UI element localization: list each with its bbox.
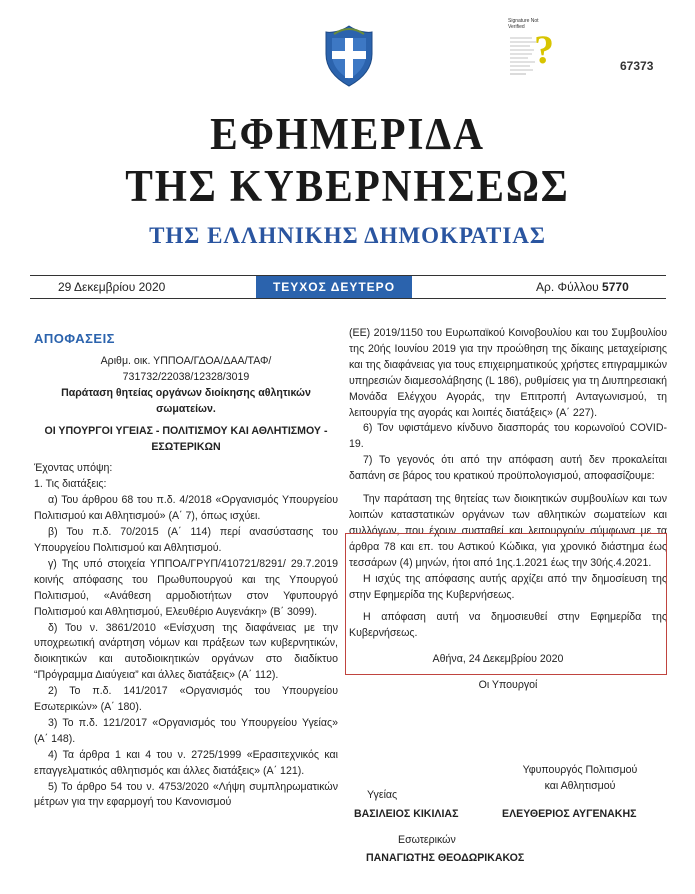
masthead-title-line2: ΤΗΣ ΚΥΒΕΡΝΗΣΕΩΣ — [125, 161, 570, 211]
sheet-number — [536, 280, 629, 294]
question-mark-icon: ? — [534, 27, 554, 72]
signature-role-culture-line1: Υφυπουργός Πολιτισμού — [522, 764, 638, 776]
reference-line-1: Αριθμ. οικ. ΥΠΠΟΑ/ΓΔΟΑ/ΔΑΑ/ΤΑΦ/ — [100, 355, 272, 367]
signature-scribble-icon — [508, 34, 538, 80]
left-column — [34, 331, 338, 811]
list-item: γ) Της υπό στοιχεία ΥΠΠΟΑ/ΓΡΥΠ/410721/8291/ 29.7.2019 κοινής απόφασης του Πρωθυπουργού και της Υπουργού Πολιτισμού, «Ανάθεση αρμοδιοτήτων στον Υφυπουργό Πολιτισμού και Αθλητισμού, Ελευθέριο Αυγενάκη» (Β΄ 3099). — [34, 557, 338, 618]
sheet-value: 5770 — [602, 280, 629, 294]
list-item: 3) Το π.δ. 121/2017 «Οργανισμός του Υπουργείου Υγείας» (Α΄ 148). — [34, 716, 338, 745]
place-date: Αθήνα, 24 Δεκεμβρίου 2020 — [432, 653, 564, 666]
document-number: 67373 — [620, 59, 654, 73]
ministers-heading: ΟΙ ΥΠΟΥΡΓΟΙ ΥΓΕΙΑΣ - ΠΟΛΙΤΙΣΜΟΥ ΚΑΙ ΑΘΛΗΤΙΣΜΟΥ - ΕΣΩΤΕΡΙΚΩΝ — [44, 424, 328, 453]
extension-paragraph: Την παράταση της θητείας των διοικητικών συμβουλίων και των λοιπών καταστατικών οργάνων των αθλητικών σωματείων και συλλόγων, που έχουν συσταθεί και λειτουργούν σύμφωνα με τα άρθρα 78 και επ. του Αστικού Κώδικα, για χρονικό διάστημα έως τεσσάρων (4) μηνών, ήτοι από 1ης.1.2021 έως την 30ής.4.2021. — [349, 493, 667, 569]
masthead-title-line1: ΕΦΗΜΕΡΙΔΑ — [210, 109, 485, 159]
signature-name-interior: ΠΑΝΑΓΙΩΤΗΣ ΘΕΟΔΩΡΙΚΑΚΟΣ — [366, 852, 525, 864]
considering-line: Έχοντας υπόψη: — [34, 462, 113, 475]
list-item: 5) Το άρθρο 54 του ν. 4753/2020 «Λήψη συμπληρωματικών μέτρων για την εφαρμογή του Κανονισμού — [34, 780, 338, 809]
signature-status-line1: Signature Not — [508, 18, 539, 24]
list-item: 7) Το γεγονός ότι από την απόφαση αυτή δεν προκαλείται δαπάνη σε βάρος του κρατικού προϋπολογισμού, αποφασίζουμε: — [349, 454, 667, 483]
signature-role-interior: Εσωτερικών — [398, 834, 456, 846]
list-item: 4) Τα άρθρα 1 και 4 του ν. 2725/1999 «Ερασιτεχνικός και επαγγελματικός αθλητισμός και άλλες διατάξεις» (Α΄ 121). — [34, 748, 338, 777]
issue-label: ΤΕΥΧΟΣ ΔΕΥΤΕΡΟ — [256, 276, 412, 298]
provisions-intro: 1. Τις διατάξεις: — [34, 478, 107, 491]
greek-coat-of-arms-icon — [320, 24, 378, 88]
signature-status-line2: Verified — [508, 24, 525, 30]
continuation-text: (ΕΕ) 2019/1150 του Ευρωπαϊκού Κοινοβουλίου και του Συμβουλίου της 20ής Ιουνίου 2019 για την προώθηση της δίκαιης μεταχείρισης και της διαφάνειας για τους επιχειρηματικούς χρήστες επιγραμμικών υπηρεσιών διαμεσολάβησης (L 186), ρυθμίσεις για τη Διυπηρεσιακή Μονάδα Ελέγχου Αγοράς, την Επιτροπή Ανταγωνισμού, τη λειτουργία της αγοράς και λοιπές διατάξεις» (Α΄ 227). — [349, 327, 667, 419]
list-item: 2) Το π.δ. 141/2017 «Οργανισμός του Υπουργείου Εσωτερικών» (Α΄ 180). — [34, 685, 338, 714]
signature-role-health: Υγείας — [367, 789, 398, 801]
decision-title: Παράταση θητείας οργάνων διοίκησης αθλητικών σωματείων. — [61, 386, 311, 415]
highlight-box — [345, 533, 667, 675]
list-item: 6) Τον υφιστάμενο κίνδυνο διασποράς του κορωνοϊού COVID-19. — [349, 422, 667, 451]
list-item: α) Του άρθρου 68 του π.δ. 4/2018 «Οργανισμός Υπουργείου Πολιτισμού και Αθλητισμού» (Α΄ 7), όπως ισχύει. — [34, 494, 338, 523]
publication-paragraph: Η απόφαση αυτή να δημοσιευθεί στην Εφημερίδα της Κυβερνήσεως. — [349, 611, 667, 640]
validity-paragraph: Η ισχύς της απόφασης αυτής αρχίζει από την δημοσίευση της στην Εφημερίδα της Κυβερνήσεως. — [349, 572, 667, 601]
signature-badge[interactable] — [508, 18, 598, 98]
list-item: δ) Του ν. 3861/2010 «Ενίσχυση της διαφάνειας με την υποχρεωτική ανάρτηση νόμων και πράξεων των κυβερνητικών, διοικητικών και αυτοδιοικητικών οργάνων στο διαδίκτυο “Πρόγραμμα Διαύγεια” και άλλες διατάξεις» (Α΄ 112). — [34, 621, 338, 682]
signature-name-health: ΒΑΣΙΛΕΙΟΣ ΚΙΚΙΛΙΑΣ — [354, 808, 459, 820]
section-title: ΑΠΟΦΑΣΕΙΣ — [34, 331, 115, 346]
list-item: β) Του π.δ. 70/2015 (Α΄ 114) περί ανασύστασης του Υπουργείου Πολιτισμού και Αθλητισμού. — [34, 526, 338, 554]
issue-date: 29 Δεκεμβρίου 2020 — [58, 280, 166, 294]
reference-line-2: 731732/22038/12328/3019 — [122, 370, 250, 383]
signature-role-culture-line2: και Αθλητισμού — [544, 780, 616, 792]
signature-name-culture: ΕΛΕΥΘΕΡΙΟΣ ΑΥΓΕΝΑΚΗΣ — [502, 808, 637, 820]
sheet-label: Αρ. Φύλλου — [536, 280, 599, 294]
masthead-subtitle: ΤΗΣ ΕΛΛΗΝΙΚΗΣ ΔΗΜΟΚΡΑΤΙΑΣ — [149, 223, 546, 248]
ministers-label: Οι Υπουργοί — [428, 674, 588, 694]
